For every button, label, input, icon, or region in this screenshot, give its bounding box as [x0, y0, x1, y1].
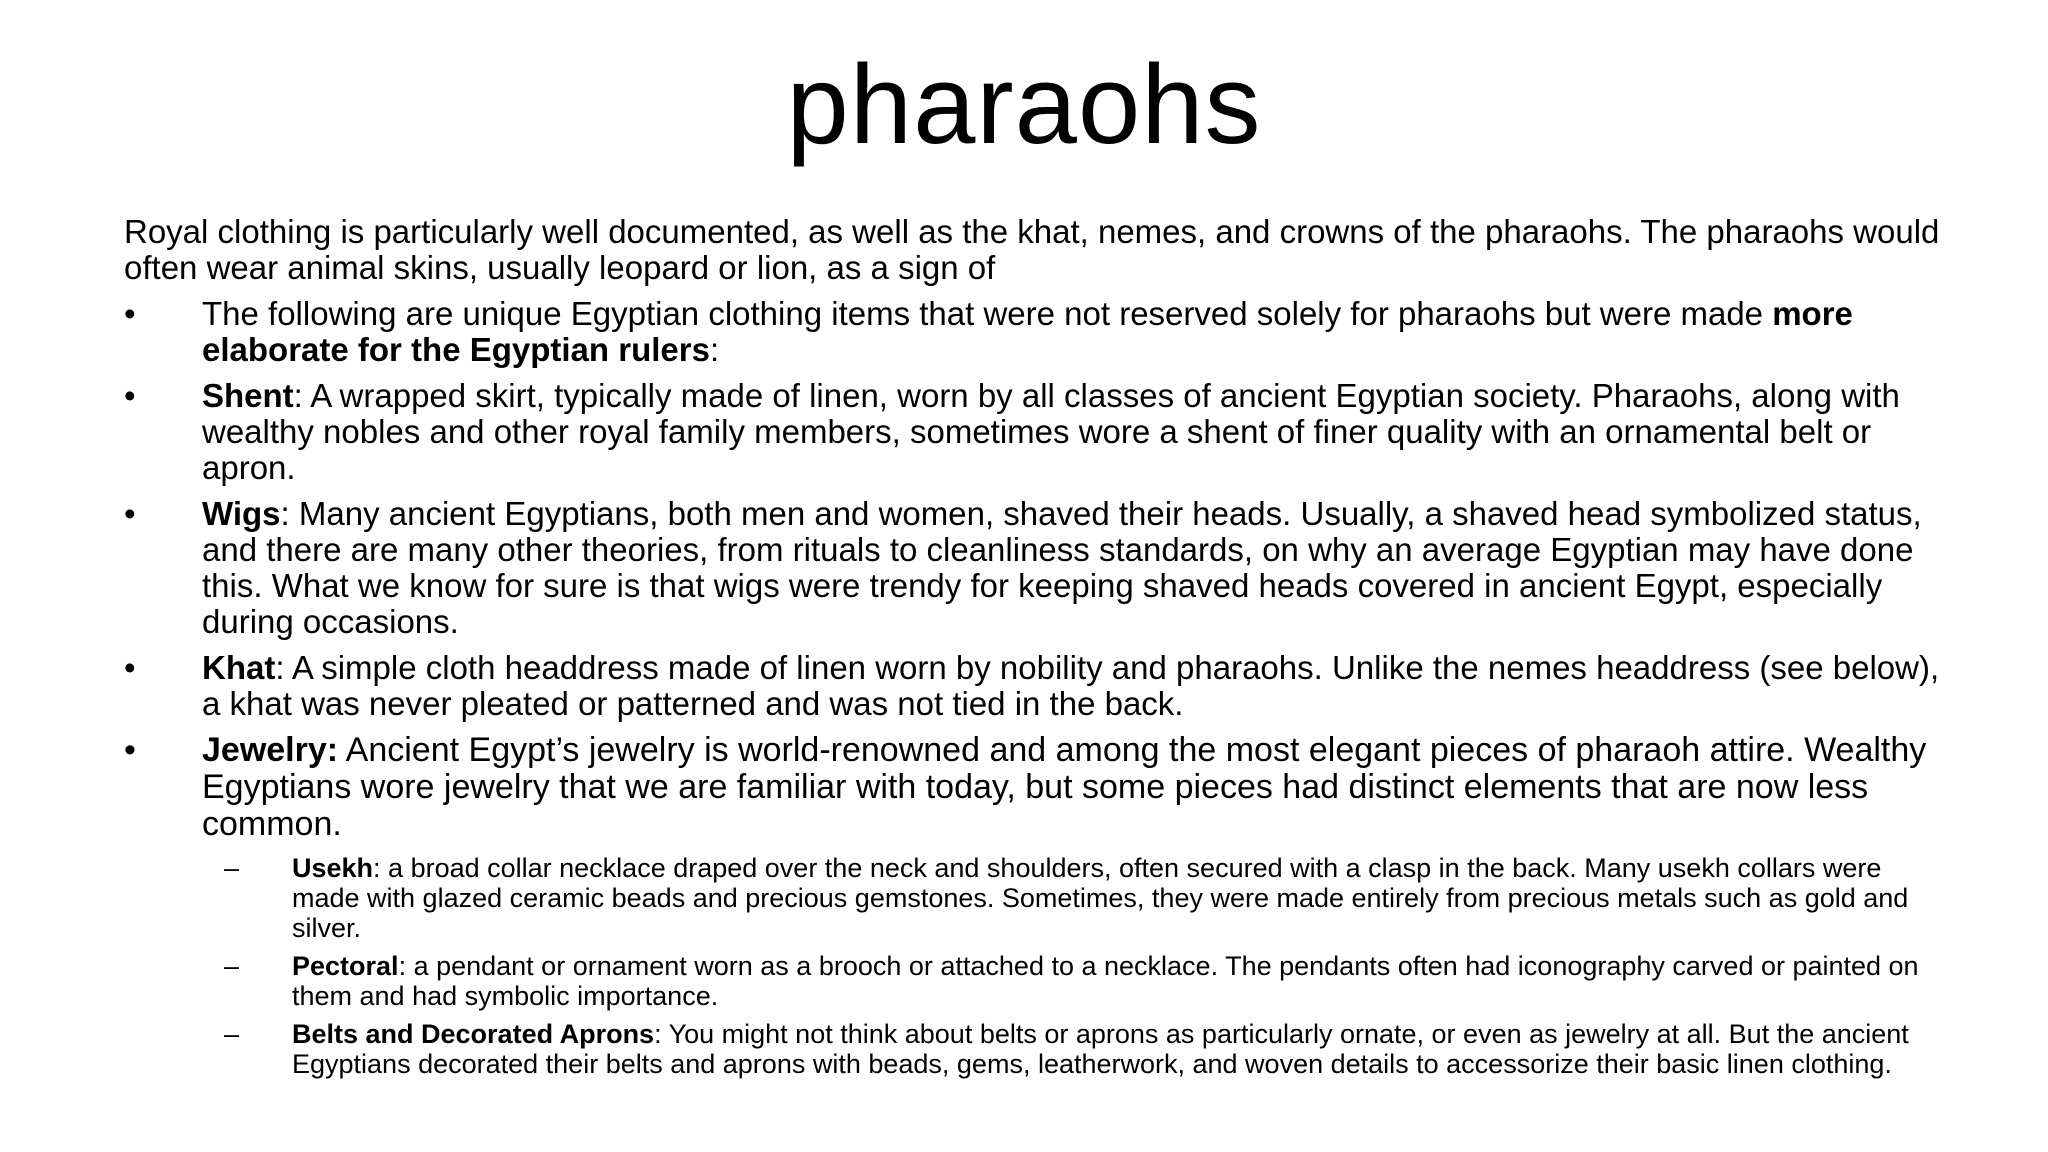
bullet-item-jewelry — [124, 732, 1954, 1079]
bullet-item-khat — [124, 650, 1954, 722]
sub-marker: – — [224, 853, 240, 883]
bullet-text: : A wrapped skirt, typically made of linen, worn by all classes of ancient Egyptian society. Pharaohs, along with wealthy nobles and other royal family members, sometimes wore a shent of finer quality with an ornamental belt or apron. — [202, 377, 1900, 486]
sub-text: : You might not think about belts or aprons as particularly ornate, or even as jewelry at all. But the ancient Egyptians decorated their belts and aprons with beads, gems, leatherwork, and woven details to accessorize their basic linen clothing. — [292, 1019, 1909, 1079]
bullet-marker: • — [124, 731, 136, 769]
sub-term: Belts and Decorated Aprons — [292, 1019, 655, 1049]
bullet-term: Jewelry: — [202, 731, 339, 769]
bullet-text: The following are unique Egyptian clothing items that were not reserved solely for pharaohs but were made — [202, 295, 1773, 332]
sub-item-pectoral — [124, 951, 1954, 1011]
sub-marker: – — [224, 1019, 240, 1049]
bullet-bold-text: more elaborate for the Egyptian rulers — [202, 295, 1853, 368]
sub-item-usekh — [124, 853, 1954, 943]
bullet-item-shent — [124, 378, 1954, 486]
bullet-item-intro — [124, 296, 1954, 368]
bullet-text: Ancient Egypt’s jewelry is world-renowned and among the most elegant pieces of pharaoh attire. Wealthy Egyptians wore jewelry that we are familiar with today, but some pieces had distinct elements that are now less common. — [202, 731, 1927, 843]
bullet-list — [124, 296, 1954, 1079]
slide-body — [124, 214, 1954, 1089]
sub-term: Pectoral — [292, 951, 399, 981]
bullet-marker: • — [124, 295, 136, 332]
sub-item-belts — [124, 1019, 1954, 1079]
bullet-term: Khat — [202, 649, 276, 686]
slide-title: pharaohs — [786, 42, 1262, 167]
bullet-term: Shent — [202, 377, 294, 414]
bullet-marker: • — [124, 495, 136, 532]
bullet-marker: • — [124, 377, 136, 414]
sub-text: : a pendant or ornament worn as a brooch or attached to a necklace. The pendants often had iconography carved or painted on them and had symbolic importance. — [292, 951, 1919, 1011]
sub-list — [202, 853, 1954, 1079]
bullet-text: : A simple cloth headdress made of linen worn by nobility and pharaohs. Unlike the nemes headdress (see below), a khat was never pleated or patterned and was not tied in the back. — [202, 649, 1940, 722]
intro-paragraph: Royal clothing is particularly well documented, as well as the khat, nemes, and crowns of the pharaohs. The pharaohs would often wear animal skins, usually leopard or lion, as a sign of — [124, 213, 1940, 286]
sub-text: : a broad collar necklace draped over the neck and shoulders, often secured with a clasp in the back. Many usekh collars were made with glazed ceramic beads and precious gemstones. Sometimes, they were made entirely from precious metals such as gold and silver. — [292, 853, 1909, 943]
sub-marker: – — [224, 951, 240, 981]
bullet-tail: : — [709, 331, 720, 368]
bullet-text: : Many ancient Egyptians, both men and women, shaved their heads. Usually, a shaved head symbolized status, and there are many other theories, from rituals to cleanliness standards, on why an average Egyptian may have done this. What we know for sure is that wigs were trendy for keeping shaved heads covered in ancient Egypt, especially during occasions. — [202, 495, 1922, 640]
bullet-marker: • — [124, 649, 136, 686]
sub-term: Usekh — [292, 853, 374, 883]
bullet-term: Wigs — [202, 495, 281, 532]
bullet-item-wigs — [124, 496, 1954, 640]
